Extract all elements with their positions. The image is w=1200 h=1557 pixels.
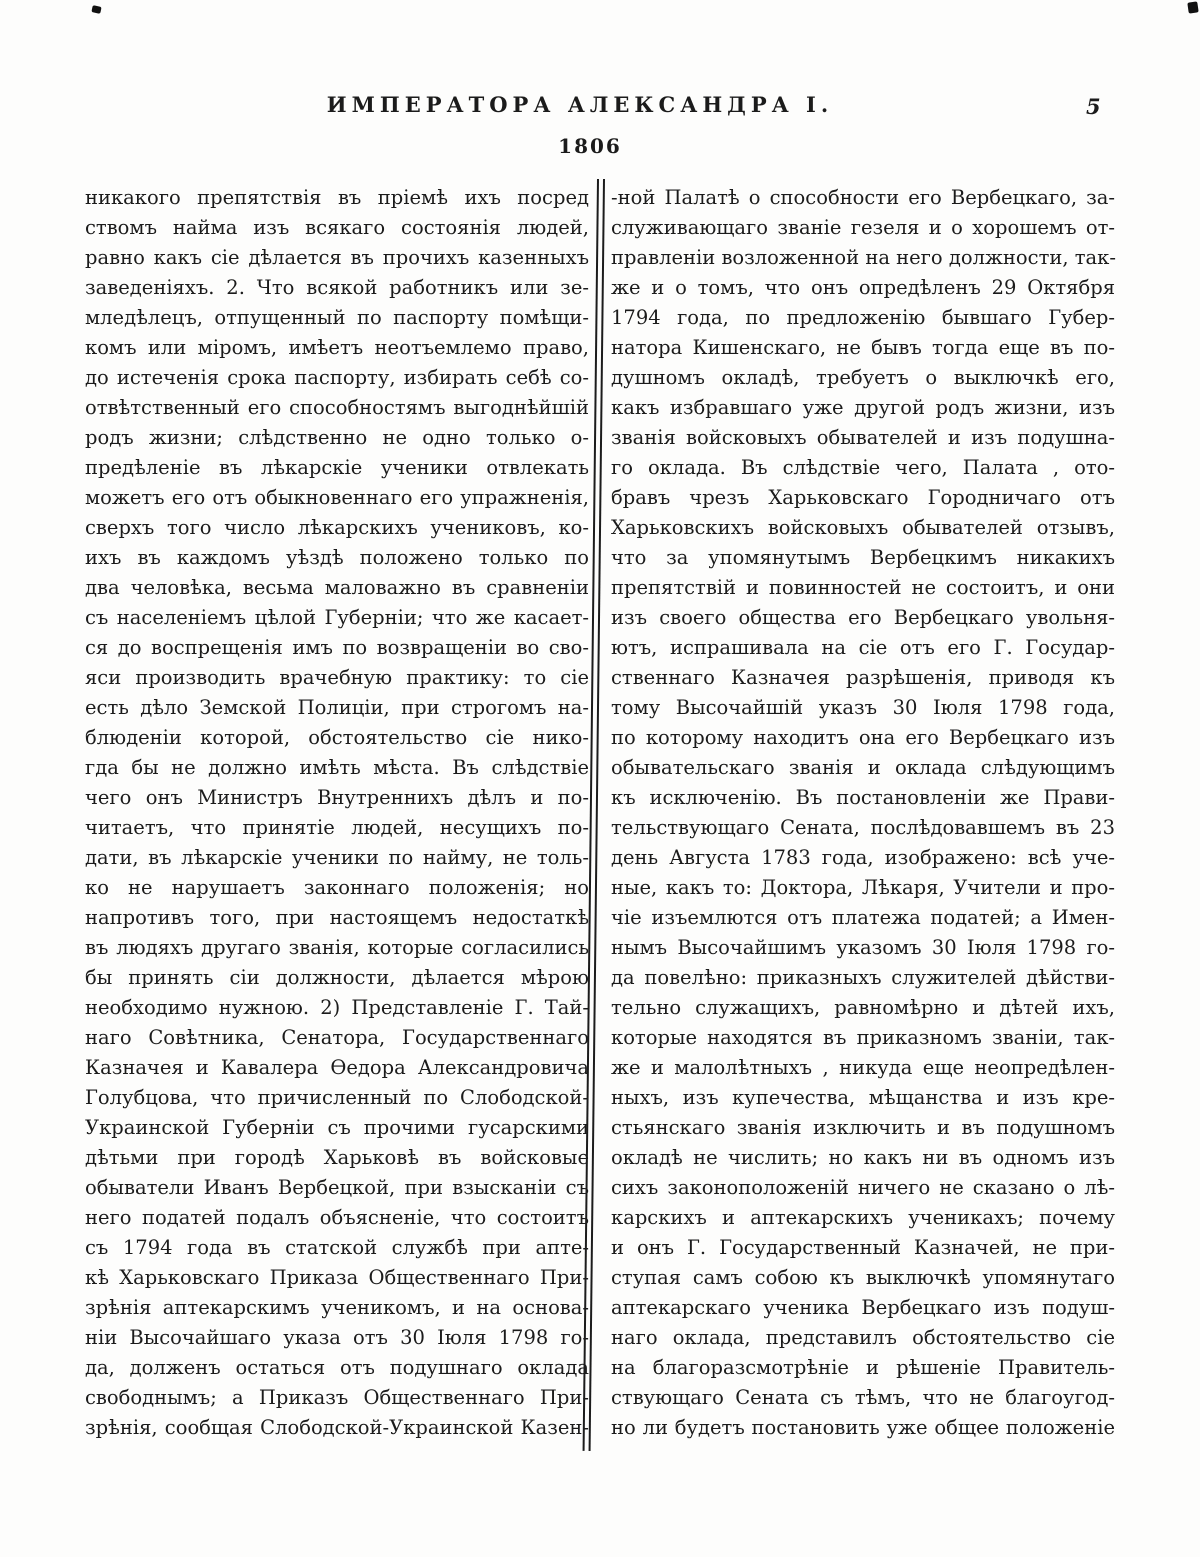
text-line: стьянскаго званія изключить и въ подушномъ <box>611 1116 1115 1139</box>
text-line: можетъ его отъ обыкновеннаго его упражненія, <box>85 486 589 509</box>
text-line: Голубцова, что причисленный по Слободской- <box>85 1086 589 1109</box>
page-number: 5 <box>1086 94 1101 119</box>
text-line: что за упомянутымъ Вербецкимъ никакихъ <box>611 546 1115 569</box>
text-line: къ исключенію. Въ постановленіи же Прави- <box>611 786 1115 809</box>
text-line: по которому находитъ она его Вербецкаго изъ <box>611 726 1115 749</box>
text-line: напротивъ того, при настоящемъ недостаткѣ <box>85 906 589 929</box>
text-line: ныхъ, изъ купечества, мѣщанства и изъ кре- <box>611 1086 1115 1109</box>
scan-artifact <box>91 5 101 14</box>
text-line: нымъ Высочайшимъ указомъ 30 Іюля 1798 го- <box>611 936 1115 959</box>
page-title: ИМПЕРАТОРА АЛЕКСАНДРА I. <box>326 92 834 117</box>
text-line: до истеченія срока паспорту, избирать себѣ со- <box>85 366 589 389</box>
text-line: тельно служащихъ, равномѣрно и дѣтей ихъ, <box>611 996 1115 1019</box>
text-line: но ли будетъ постановить уже общее положеніе <box>611 1416 1115 1439</box>
scan-artifact <box>1187 1 1198 13</box>
text-line: карскихъ и аптекарскихъ ученикахъ; почему <box>611 1206 1115 1229</box>
text-line: бы принять сіи должности, дѣлается мѣрою <box>85 966 589 989</box>
text-line: которые находятся въ приказномъ званіи, так- <box>611 1026 1115 1049</box>
text-line: дати, въ лѣкарскіе ученики по найму, не толь- <box>85 846 589 869</box>
text-line: чіе изъемлются отъ платежа податей; а Имен- <box>611 906 1115 929</box>
column-divider-rule <box>589 183 611 1443</box>
text-line: необходимо нужною. 2) Представленіе Г. Тай- <box>85 996 589 1019</box>
text-line: равно какъ сіе дѣлается въ прочихъ казенныхъ <box>85 246 589 269</box>
text-line: да, долженъ остаться отъ подушнаго оклада <box>85 1356 589 1379</box>
text-line: свободнымъ; а Приказъ Общественнаго При- <box>85 1386 589 1409</box>
text-line: предѣленіе въ лѣкарскіе ученики отвлекать <box>85 456 589 479</box>
text-line: ютъ, испрашивала на сіе отъ его Г. Государ- <box>611 636 1115 659</box>
text-line: обывательскаго званія и оклада слѣдующимъ <box>611 756 1115 779</box>
text-line: препятствій и повинностей не состоитъ, и они <box>611 576 1115 599</box>
text-line: ихъ въ каждомъ уѣздѣ положено только по <box>85 546 589 569</box>
text-line: яси производить врачебную практику: то сіе <box>85 666 589 689</box>
text-line: -ной Палатѣ о способности его Вербецкаго, за- <box>611 186 1115 209</box>
text-line: Украинской Губерніи съ прочими гусарскими <box>85 1116 589 1139</box>
text-line: въ людяхъ другаго званія, которые согласились <box>85 936 589 959</box>
text-line: какъ избравшаго уже другой родъ жизни, изъ <box>611 396 1115 419</box>
text-line: тельствующаго Сената, послѣдовавшемъ въ 23 <box>611 816 1115 839</box>
text-line: душномъ окладѣ, требуетъ о выключкѣ его, <box>611 366 1115 389</box>
text-line: званія войсковыхъ обывателей и изъ подушна- <box>611 426 1115 449</box>
text-line: же и малолѣтныхъ , никуда еще неопредѣлен- <box>611 1056 1115 1079</box>
text-line: обыватели Иванъ Вербецкой, при взысканіи съ <box>85 1176 589 1199</box>
text-line: го оклада. Въ слѣдствіе чего, Палата , ото- <box>611 456 1115 479</box>
text-line: родъ жизни; слѣдственно не одно только о- <box>85 426 589 449</box>
text-line: правленіи возложенной на него должности, так- <box>611 246 1116 269</box>
text-line: читаетъ, что принятіе людей, несущихъ по- <box>85 816 589 839</box>
text-line: ко не нарушаетъ законнаго положенія; но <box>85 876 589 899</box>
text-line: тому Высочайшій указъ 30 Іюля 1798 года, <box>611 696 1115 719</box>
text-line: никакого препятствія въ пріемѣ ихъ посред <box>85 186 589 209</box>
text-line: Харьковскихъ войсковыхъ обывателей отзывъ, <box>611 516 1115 539</box>
text-line: натора Кишенскаго, не бывъ тогда еще въ по- <box>611 336 1115 359</box>
text-line: ся до воспрещенія имъ по возвращеніи во сво- <box>85 636 589 659</box>
text-line: ствующаго Сената съ тѣмъ, что не благоугод- <box>611 1386 1115 1409</box>
left-column <box>85 183 589 1443</box>
text-line: сихъ законоположеній ничего не сказано о лѣ- <box>611 1176 1115 1199</box>
text-line: изъ своего общества его Вербецкаго увольня- <box>611 606 1115 629</box>
text-line: гда бы не должно имѣть мѣста. Въ слѣдствіе <box>85 756 589 779</box>
text-line: чего онъ Министръ Внутреннихъ дѣлъ и по- <box>85 786 589 809</box>
text-line: ствомъ найма изъ всякаго состоянія людей, <box>85 216 589 239</box>
text-line: кѣ Харьковскаго Приказа Общественнаго При- <box>85 1266 589 1289</box>
text-line: же и о томъ, что онъ опредѣленъ 29 Октября <box>611 276 1115 299</box>
text-line: и онъ Г. Государственный Казначей, не при- <box>611 1236 1115 1259</box>
text-line: на благоразсмотрѣніе и рѣшеніе Правитель- <box>611 1356 1115 1379</box>
text-line: съ населеніемъ цѣлой Губерніи; что же касает- <box>85 606 589 629</box>
text-line: зрѣнія аптекарскимъ ученикомъ, и на основа- <box>85 1296 589 1319</box>
text-line: мледѣлецъ, отпущенный по паспорту помѣщи- <box>85 306 589 329</box>
year-heading: 1806 <box>558 134 622 158</box>
text-line: сверхъ того число лѣкарскихъ учениковъ, ко- <box>85 516 589 539</box>
text-line: окладѣ не числить; но какъ ни въ одномъ изъ <box>611 1146 1115 1169</box>
text-line: ступая самъ собою къ выключкѣ упомянутаго <box>611 1266 1115 1289</box>
text-line: ственнаго Казначея разрѣшенія, приводя къ <box>611 666 1115 689</box>
text-line: аптекарскаго ученика Вербецкаго изъ подуш- <box>611 1296 1115 1319</box>
text-line: бравъ чрезъ Харьковскаго Городничаго отъ <box>611 486 1115 509</box>
text-line: день Августа 1783 года, изображено: всѣ уче- <box>611 846 1115 869</box>
text-line: зрѣнія, сообщая Слободской-Украинской Казен- <box>85 1416 589 1439</box>
text-line: Казначея и Кавалера Ѳедора Александровича <box>85 1056 589 1079</box>
text-line: наго Совѣтника, Сенатора, Государственнаго <box>85 1026 589 1049</box>
text-line: есть дѣло Земской Полиціи, при строгомъ на- <box>85 696 589 719</box>
text-line: комъ или міромъ, имѣетъ неотъемлемо право, <box>85 336 589 359</box>
text-line: ные, какъ то: Доктора, Лѣкаря, Учители и про- <box>611 876 1115 899</box>
text-line: заведеніяхъ. 2. Что всякой работникъ или зе- <box>85 276 589 299</box>
text-line: отвѣтственный его способностямъ выгоднѣйшій <box>85 396 589 419</box>
text-line: него податей подалъ объясненіе, что состоитъ <box>85 1206 589 1229</box>
text-line: наго оклада, представилъ обстоятельство сіе <box>611 1326 1115 1349</box>
right-column <box>611 183 1115 1443</box>
text-line: блюденіи которой, обстоятельство сіе нико- <box>85 726 589 749</box>
text-line: да повелѣно: приказныхъ служителей дѣйстви- <box>611 966 1115 989</box>
text-columns <box>85 183 1115 1443</box>
text-line: два человѣка, весьма маловажно въ сравненіи <box>85 576 589 599</box>
text-line: служивающаго званіе гезеля и о хорошемъ от- <box>611 216 1115 239</box>
text-line: дѣтьми при городѣ Харьковѣ въ войсковые <box>85 1146 589 1169</box>
text-line: съ 1794 года въ статской службѣ при апте- <box>85 1236 589 1259</box>
text-line: ніи Высочайшаго указа отъ 30 Іюля 1798 го- <box>85 1326 589 1349</box>
text-line: 1794 года, по предложенію бывшаго Губер- <box>611 306 1115 329</box>
